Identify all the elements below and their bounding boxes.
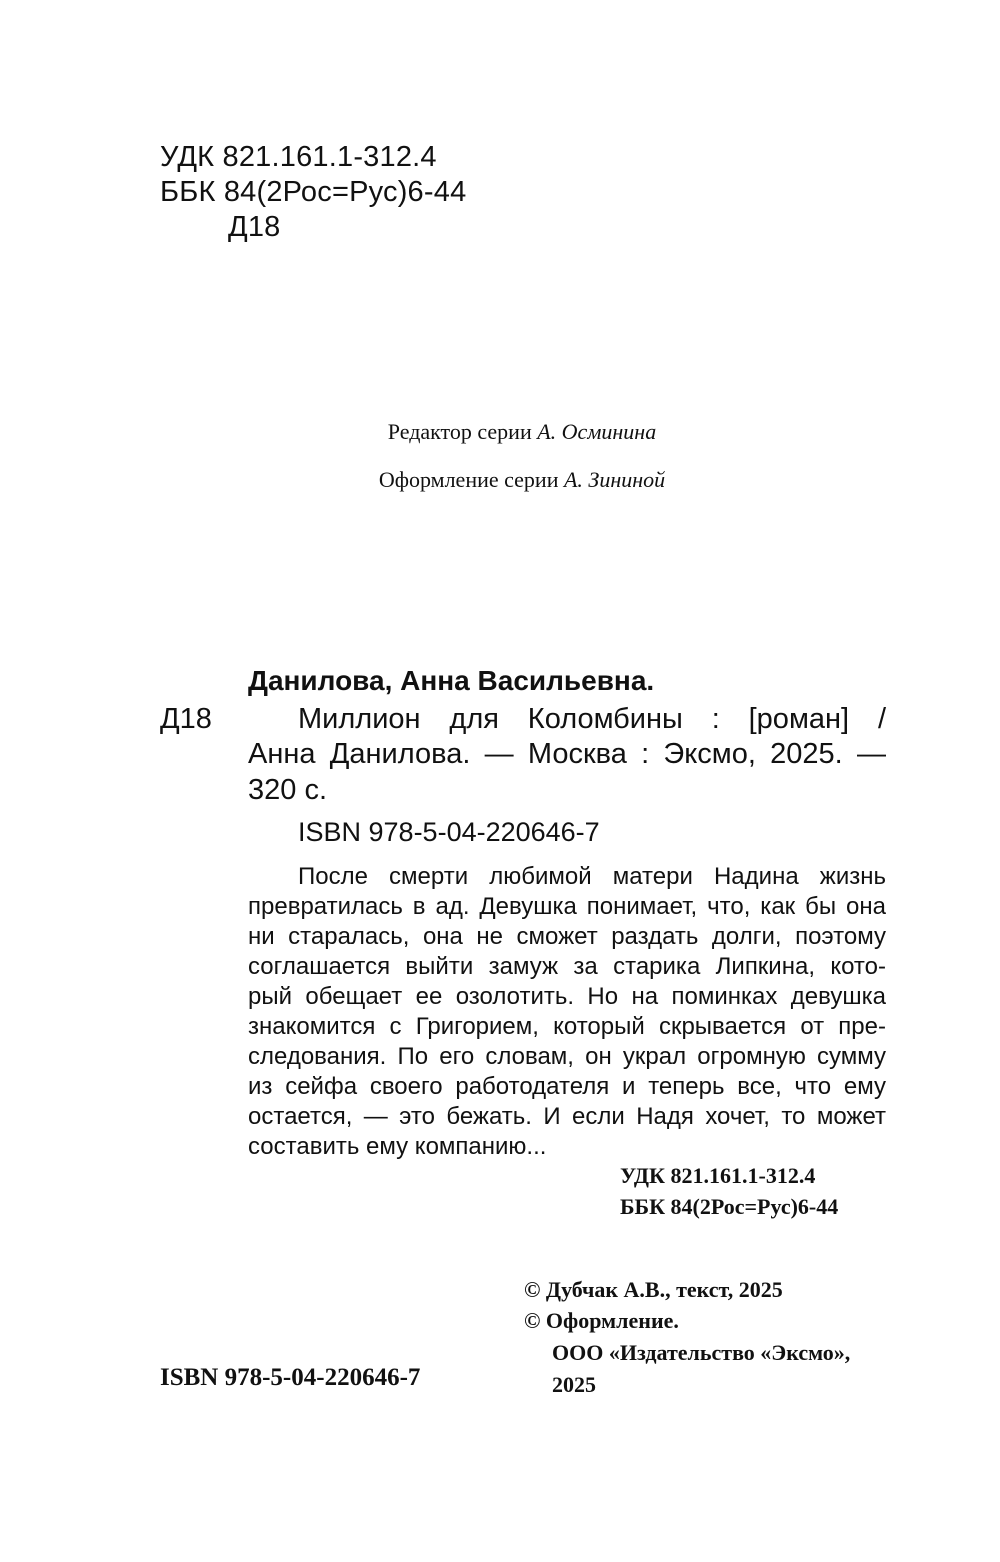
annotation-line: из сейфа своего работодателя и теперь все, что ему [248,1073,886,1100]
entry-isbn: ISBN 978-5-04-220646-7 [298,817,600,847]
copyright-year: 2025 [552,1372,596,1397]
series-editor [0,418,1000,446]
annotation-line: составить ему компанию... [248,1133,547,1160]
author-sign-entry: Д18 [160,703,212,735]
entry-pages-line: 320 с. [248,774,327,806]
series-editor-name: А. Осминина [537,419,657,444]
annotation-line: соглашается выйти замуж за старика Липкина, кото- [248,953,886,980]
annotation-line: остается, — это бежать. И если Надя хочет, то может [248,1103,886,1130]
annotation-line: превратилась в ад. Девушка понимает, что, как бы она [248,893,886,920]
annotation-line: рый обещает ее озолотить. Но на поминках девушка [248,983,886,1010]
annotation [248,862,886,1162]
bbk-top: ББК 84(2Рос=Рус)6-44 [160,176,467,208]
series-design-name: А. Зининой [563,467,666,492]
copyright-publisher: ООО «Издательство «Эксмо», [552,1340,851,1365]
annotation-line: После смерти любимой матери Надина жизнь [298,863,886,890]
bbk-bottom: ББК 84(2Рос=Рус)6-44 [620,1194,839,1219]
isbn-bottom: ISBN 978-5-04-220646-7 [160,1364,421,1391]
udk-bottom: УДК 821.161.1-312.4 [620,1163,816,1188]
copyright-text: © Дубчак А.В., текст, 2025 [524,1277,783,1302]
series-design [0,466,1000,494]
author-heading: Данилова, Анна Васильевна. [248,665,655,696]
annotation-line: знакомится с Григорием, который скрывается от пре- [248,1013,886,1040]
udk-top: УДК 821.161.1-312.4 [160,141,437,173]
series-editor-label: Редактор серии [387,419,532,444]
entry-title-line: Миллион для Коломбины : [роман] / [298,703,886,735]
entry-imprint-line: Анна Данилова. — Москва : Эксмо, 2025. — [248,738,886,770]
copyright-design: © Оформление. [524,1308,679,1333]
series-design-label: Оформление серии [378,467,559,492]
annotation-line: ни старалась, она не сможет раздать долги, поэтому [248,923,886,950]
annotation-line: следования. По его словам, он украл огромную сумму [248,1043,886,1070]
author-sign-top: Д18 [228,211,281,243]
